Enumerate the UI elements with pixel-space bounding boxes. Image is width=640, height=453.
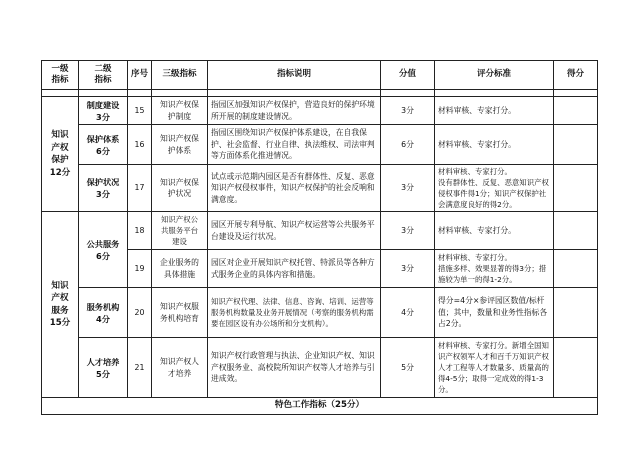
criteria-cell: 得分=4分×参评园区数值/标杆值；其中，数量和业务性指标各占2分。 (435, 288, 554, 338)
criteria-text: 材料审核、专家打分。 没有群体性、反复、恶意知识产权侵权事件得1分；知识产权保护社会满意度良好的得2分。 (438, 167, 549, 209)
level1-cell (42, 97, 79, 212)
table-row (42, 165, 598, 212)
level3-text: 知识产权保 护体系 (160, 134, 199, 155)
indicator-table-sheet (41, 60, 598, 415)
table-body (42, 90, 598, 415)
header-level3: 三级指标 (152, 61, 208, 90)
criteria-text: 材料审核、专家打分。 措施多样、效果显著的得3分；措施较为单一的得1-2分。 (438, 253, 547, 284)
blank-cell (42, 90, 79, 97)
level3-text: 知识产权保 护制度 (160, 100, 199, 121)
level2-text: 公共服务 6分 (86, 238, 120, 261)
criteria-cell: 材料审核、专家打分。 (435, 212, 554, 250)
desc-cell: 知识产权代理、法律、信息、咨询、培训、运营等服务机构数量及业务开展情况（考察的服务机构需要在园区设有办公场所和分支机构）。 (208, 288, 381, 338)
level2-text: 服务机构 4分 (86, 301, 120, 324)
level3-text: 知识产权服 务机构培育 (160, 302, 199, 323)
level1-text: 知识 产权 保护 12分 (49, 130, 71, 178)
header-criteria: 评分标准 (435, 61, 554, 90)
table-row (42, 212, 598, 250)
seq-cell: 16 (128, 125, 152, 165)
header-got: 得分 (554, 61, 598, 90)
got-cell (554, 125, 598, 165)
criteria-cell (435, 165, 554, 212)
table-row (42, 338, 598, 398)
level3-text: 知识产权人 才培养 (160, 357, 199, 378)
criteria-cell: 材料审核、专家打分。 (435, 97, 554, 125)
score-cell: 4分 (381, 288, 435, 338)
seq-cell: 18 (128, 212, 152, 250)
feature-row (42, 398, 598, 415)
desc-cell: 指园区围绕知识产权保护体系建设，在自我保护、社会监督、行业自律、执法维权、司法审判等方面体系化推进情况。 (208, 125, 381, 165)
table-row (42, 125, 598, 165)
level2-cell (79, 125, 128, 165)
score-cell: 3分 (381, 212, 435, 250)
level3-cell (152, 125, 208, 165)
header-level2 (79, 61, 128, 90)
header-seq: 序号 (128, 61, 152, 90)
level2-text: 制度建设 3分 (86, 99, 120, 122)
seq-cell: 17 (128, 165, 152, 212)
level3-cell (152, 97, 208, 125)
header-desc: 指标说明 (208, 61, 381, 90)
criteria-cell (435, 250, 554, 288)
got-cell (554, 250, 598, 288)
header-row (42, 61, 598, 90)
blank-cell (435, 90, 554, 97)
level3-cell (152, 165, 208, 212)
header-level2-text: 二级 指标 (94, 63, 112, 85)
score-cell: 5分 (381, 338, 435, 398)
level2-text: 保护体系 6分 (86, 133, 120, 156)
level2-cell (79, 288, 128, 338)
desc-cell: 园区开展专利导航、知识产权运营等公共服务平台建设及运行状况。 (208, 212, 381, 250)
got-cell (554, 338, 598, 398)
got-cell (554, 212, 598, 250)
level2-cell (79, 165, 128, 212)
blank-cell (79, 90, 128, 97)
criteria-cell: 材料审核、专家打分。新增全国知识产权领军人才和百千万知识产权人才工程等人才数量多、质量高的得4-5分；取得一定成效的得1-3分。 (435, 338, 554, 398)
blank-cell (128, 90, 152, 97)
level2-cell (79, 212, 128, 288)
got-cell (554, 165, 598, 212)
score-cell: 3分 (381, 165, 435, 212)
level3-text: 知识产权保 护状况 (160, 177, 199, 198)
criteria-cell: 材料审核、专家打分。 (435, 125, 554, 165)
blank-cell (152, 90, 208, 97)
level3-text: 企业服务的 具体措施 (160, 258, 199, 279)
blank-cell (554, 90, 598, 97)
header-level1 (42, 61, 79, 90)
header-level1-text: 一级 指标 (51, 63, 69, 85)
got-cell (554, 288, 598, 338)
table-row (42, 97, 598, 125)
score-cell: 3分 (381, 97, 435, 125)
desc-cell: 试点或示范期内园区是否有群体性、反复、恶意知识产权侵权事件，知识产权保护的社会反响和满意度。 (208, 165, 381, 212)
level1-text: 知识 产权 服务 15分 (49, 280, 71, 328)
score-cell: 6分 (381, 125, 435, 165)
level2-text: 保护状况 3分 (86, 177, 120, 199)
indicator-table (41, 60, 598, 415)
level2-text: 人才培养 5分 (86, 356, 120, 379)
desc-cell: 知识产权行政管理与执法、企业知识产权、知识产权服务业、高校院所知识产权等人才培养与引进成效。 (208, 338, 381, 398)
table-row (42, 288, 598, 338)
level2-cell (79, 97, 128, 125)
level3-cell (152, 212, 208, 250)
level3-cell (152, 250, 208, 288)
level2-cell (79, 338, 128, 398)
desc-cell: 指园区加强知识产权保护，营造良好的保护环境所开展的制度建设情况。 (208, 97, 381, 125)
level3-text: 知识产权公 共服务平台 建设 (161, 215, 198, 246)
feature-row-title: 特色工作指标（25分） (42, 398, 598, 415)
level3-cell (152, 288, 208, 338)
seq-cell: 15 (128, 97, 152, 125)
score-cell: 3分 (381, 250, 435, 288)
desc-cell: 园区对企业开展知识产权托管、特派员等各种方式服务企业的具体内容和措施。 (208, 250, 381, 288)
blank-cell (208, 90, 381, 97)
level3-cell (152, 338, 208, 398)
blank-cell (381, 90, 435, 97)
header-score: 分值 (381, 61, 435, 90)
seq-cell: 21 (128, 338, 152, 398)
seq-cell: 19 (128, 250, 152, 288)
blank-row (42, 90, 598, 97)
got-cell (554, 97, 598, 125)
level1-cell (42, 212, 79, 398)
seq-cell: 20 (128, 288, 152, 338)
